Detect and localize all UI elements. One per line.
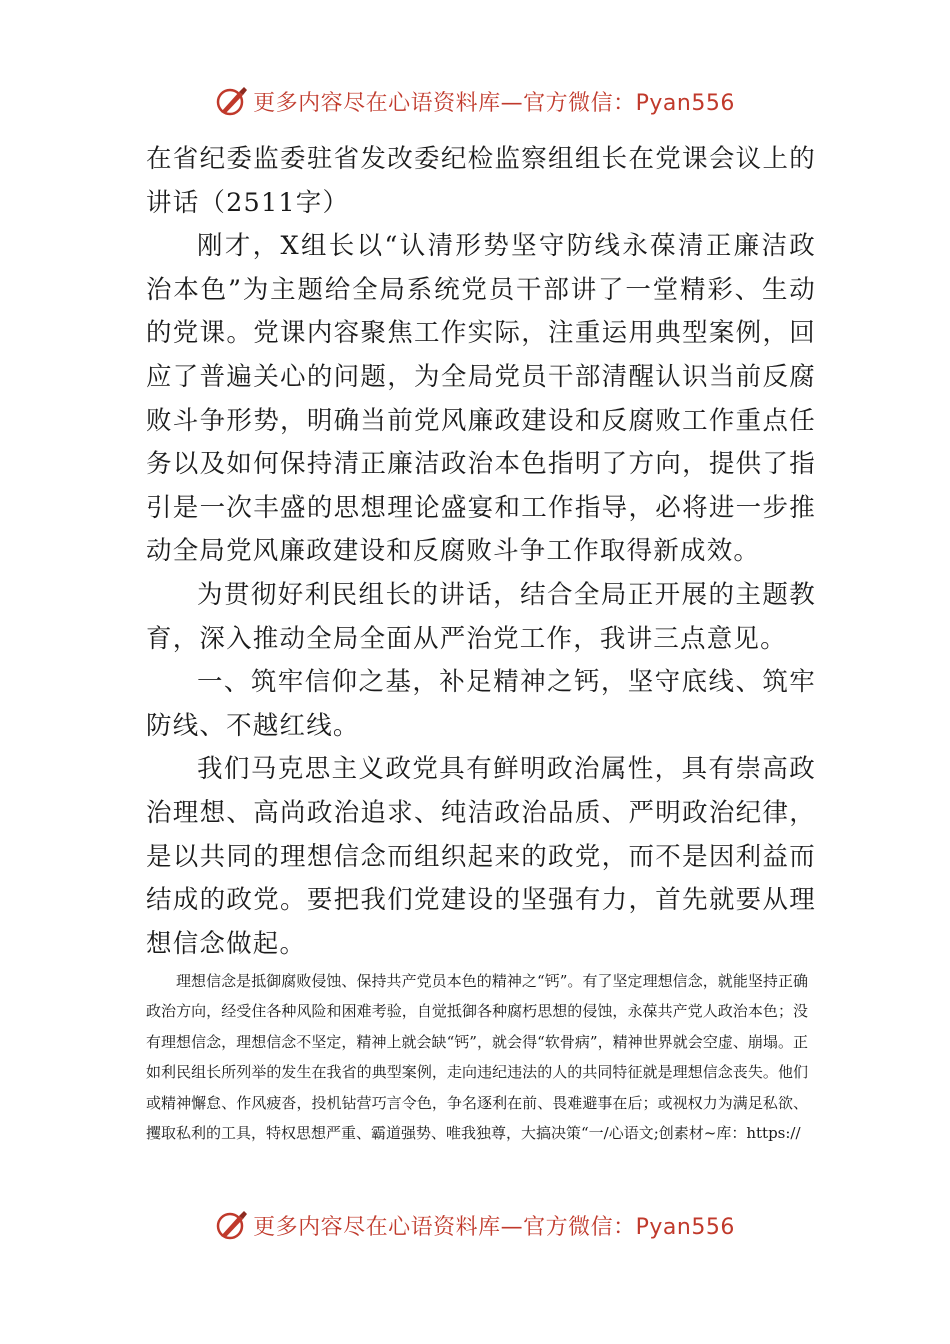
document-title: 在省纪委监委驻省发改委纪检监察组组长在党课会议上的讲话（2511字） bbox=[146, 144, 816, 218]
header-banner-text: 更多内容尽在心语资料库—官方微信：Pyan556 bbox=[253, 90, 735, 116]
paragraph: 刚才，X组长以“认清形势坚守防线永葆清正廉洁政治本色”为主题给全局系统党员干部讲了一堂精彩、生动的党课。党课内容聚焦工作实际，注重运用典型案例，回应了普遍关心的问题，为全局党员干部清醒认识当前反腐败斗争形势，明确当前党风廉政建设和反腐败工作重点任务以及如何保持清正廉洁政治本色指明了方向，提供了指引是一次丰盛的思想理论盛宴和工作指导，必将进一步推动全局党风廉政建设和反腐败斗争工作取得新成效。 bbox=[146, 231, 816, 567]
pen-logo-icon bbox=[215, 84, 249, 118]
document-body bbox=[146, 138, 816, 966]
footer-banner bbox=[0, 1208, 950, 1242]
paragraph: 为贯彻好利民组长的讲话，结合全局正开展的主题教育，深入推动全局全面从严治党工作，我讲三点意见。 bbox=[146, 579, 816, 654]
footer-banner-text: 更多内容尽在心语资料库—官方微信：Pyan556 bbox=[253, 1214, 735, 1240]
section-heading: 一、筑牢信仰之基，补足精神之钙，坚守底线、筑牢防线、不越红线。 bbox=[146, 667, 816, 741]
paragraph: 我们马克思主义政党具有鲜明政治属性，具有崇高政治理想、高尚政治追求、纯洁政治品质、严明政治纪律，是以共同的理想信念而组织起来的政党，而不是因利益而结成的政党。要把我们党建设的坚强有力，首先就要从理想信念做起。 bbox=[146, 754, 816, 959]
header-banner bbox=[0, 84, 950, 118]
pen-logo-icon bbox=[215, 1208, 249, 1242]
small-paragraph: 理想信念是抵御腐败侵蚀、保持共产党员本色的精神之“钙”。有了坚定理想信念，就能坚持正确政治方向，经受住各种风险和困难考验，自觉抵御各种腐朽思想的侵蚀，永葆共产党人政治本色；没有理想信念，理想信念不坚定，精神上就会缺“钙”，就会得“软骨病”，精神世界就会空虚、崩塌。正如利民组长所列举的发生在我省的典型案例，走向违纪违法的人的共同特征就是理想信念丧失。他们或精神懈怠、作风疲沓，投机钻营巧言令色，争名逐利在前、畏难避事在后；或视权力为满足私欲、攫取私利的工具，特权思想严重、霸道强势、唯我独尊，大搞决策“一/心语文;创素材~库：https:// bbox=[146, 972, 808, 1143]
small-print-section bbox=[146, 966, 808, 1148]
